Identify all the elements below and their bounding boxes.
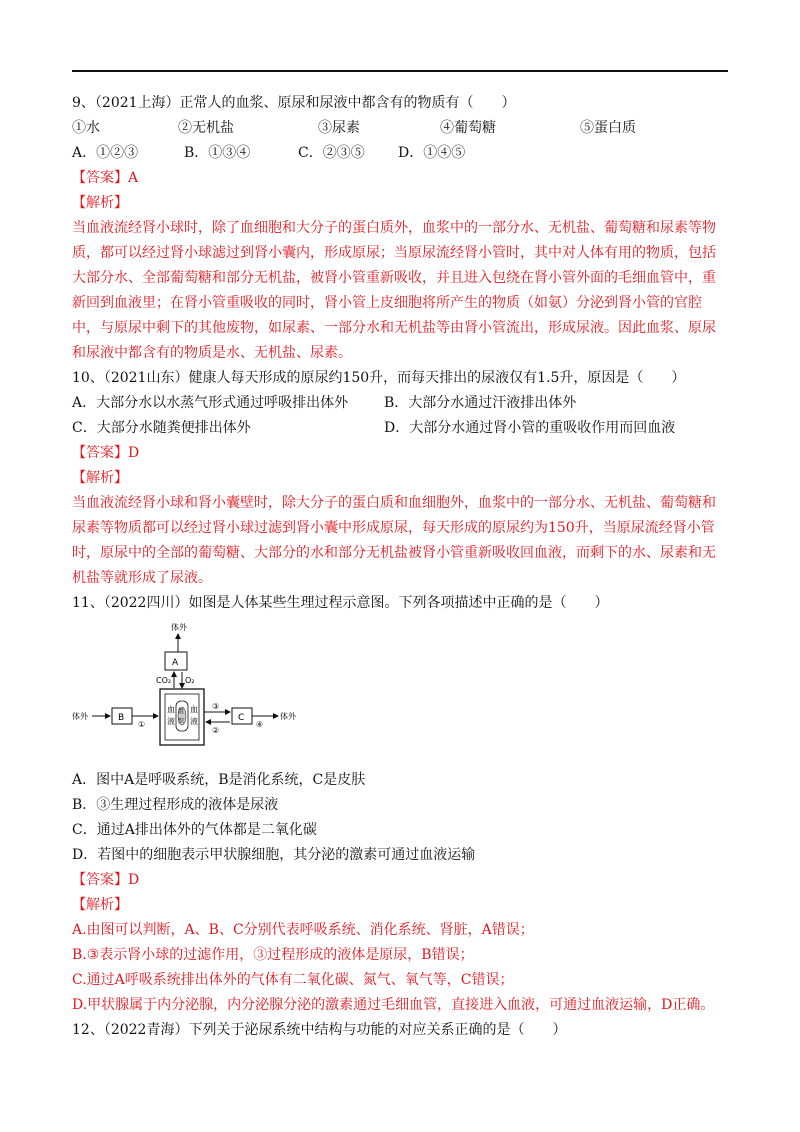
- q10-option-a: A．大部分水以水蒸气形式通过呼吸排出体外: [72, 395, 349, 411]
- q11-stem: 11、（2022四川）如图是人体某些生理过程示意图。下列各项描述中正确的是（ ）: [72, 595, 609, 611]
- q9-options: [72, 142, 732, 165]
- label-blood-right-2: 液: [190, 717, 198, 726]
- q9-analysis-line: 和尿液中都含有的物质是水、无机盐、尿素。: [72, 345, 352, 361]
- q9-item-4: ④葡萄糖: [440, 120, 496, 136]
- label-n2: ②: [212, 726, 220, 735]
- q9-analysis-line: 质，都可以经过肾小球滤过到肾小囊内，形成原尿；当原尿流经肾小管时，其中对人体有用的物质，包括: [72, 245, 716, 261]
- q10-option-c: C．大部分水随粪便排出体外: [72, 420, 251, 436]
- label-outside-right: 体外: [280, 712, 296, 721]
- box-a-label: A: [172, 658, 179, 668]
- q9-option-a: A．①②③: [72, 145, 139, 161]
- label-co2: CO₂: [156, 676, 172, 685]
- q11-analysis-line: A.由图可以判断，A、B、C分别代表呼吸系统、消化系统、肾脏，A错误；: [72, 922, 534, 938]
- q11-analysis-title: 【解析】: [72, 897, 128, 913]
- q11-option-c: C．通过A排出体外的气体都是二氧化碳: [72, 822, 317, 838]
- q9-analysis-line: 中，与原尿中剩下的其他废物，如尿素、一部分水和无机盐等由肾小管流出，形成尿液。因此血浆、原尿: [72, 320, 716, 336]
- label-blood-left-1: 血: [167, 705, 175, 714]
- q9-answer: 【答案】A: [72, 170, 139, 186]
- label-n3: ③: [212, 702, 220, 711]
- q9-items: [72, 117, 732, 140]
- q9-option-b: B．①③④: [184, 145, 251, 161]
- box-b-label: B: [118, 713, 125, 723]
- q9-analysis-title: 【解析】: [72, 195, 128, 211]
- q9-item-5: ⑤蛋白质: [580, 120, 636, 136]
- label-blood-left-2: 液: [167, 717, 175, 726]
- q9-item-3: ③尿素: [318, 120, 360, 136]
- q11-answer: 【答案】D: [72, 872, 140, 888]
- q11-option-a: A．图中A是呼吸系统，B是消化系统，C是皮肤: [72, 772, 366, 788]
- q9-option-c: C．②③⑤: [298, 145, 365, 161]
- q9-item-2: ②无机盐: [178, 120, 234, 136]
- label-outside-top: 体外: [171, 623, 187, 632]
- label-cell-1: 组: [178, 708, 185, 715]
- q11-analysis-line: B.③表示肾小球的过滤作用，③过程形成的液体是原尿，B错误；: [72, 947, 474, 963]
- box-c-label: C: [238, 713, 245, 723]
- q12-stem: 12、（2022青海）下列关于泌尿系统中结构与功能的对应关系正确的是（ ）: [72, 1022, 567, 1038]
- label-o2: O₂: [185, 676, 195, 685]
- label-n4: ④: [256, 720, 264, 729]
- q9-option-d: D．①④⑤: [398, 145, 466, 161]
- q10-option-d: D．大部分水通过肾小管的重吸收作用而回血液: [384, 420, 676, 436]
- q10-options-row1: [72, 392, 732, 415]
- q11-option-b: B．③生理过程形成的液体是尿液: [72, 797, 279, 813]
- q10-stem: 10、（2021山东）健康人每天形成的原尿约150升，而每天排出的尿液仅有1.5升，原因是（ ）: [72, 370, 686, 386]
- q10-analysis-title: 【解析】: [72, 470, 128, 486]
- header-rule: [72, 70, 728, 72]
- q9-stem: 9、（2021上海）正常人的血浆、原尿和尿液中都含有的物质有（ ）: [72, 95, 516, 111]
- q9-analysis-line: 当血液流经肾小球时，除了血细胞和大分子的蛋白质外，血浆中的一部分水、无机盐、葡萄糖和尿素等物: [72, 220, 716, 236]
- q10-options-row2: [72, 417, 732, 440]
- q10-answer: 【答案】D: [72, 445, 140, 461]
- q10-analysis-line: 时，原尿中的全部的葡萄糖、大部分的水和部分无机盐被肾小管重新吸收回血液，而剩下的水、尿素和无: [72, 545, 716, 561]
- q11-diagram: [72, 621, 332, 763]
- label-blood-right-1: 血: [190, 705, 198, 714]
- q10-analysis-line: 机盐等就形成了尿液。: [72, 570, 212, 586]
- physiology-diagram: [72, 621, 332, 763]
- q10-analysis-line: 尿素等物质都可以经过肾小球过滤到肾小囊中形成原尿，每天形成的原尿约为150升，当原尿流经肾小管: [72, 520, 715, 536]
- q9-analysis-line: 新回到血液里；在肾小管重吸收的同时，肾小管上皮细胞将所产生的物质（如氨）分泌到肾小管的官腔: [72, 295, 702, 311]
- q11-option-d: D．若图中的细胞表示甲状腺细胞，其分泌的激素可通过血液运输: [72, 847, 476, 863]
- q10-option-b: B．大部分水通过汗液排出体外: [384, 395, 577, 411]
- label-outside-left: 体外: [72, 712, 88, 721]
- label-n1: ①: [138, 720, 146, 729]
- page-content: [72, 92, 732, 1044]
- q11-analysis-line: D.甲状腺属于内分泌腺，内分泌腺分泌的激素通过毛细血管，直接进入血液，可通过血液运输，D正确。: [72, 997, 715, 1013]
- q10-analysis-line: 当血液流经肾小球和肾小囊壁时，除大分子的蛋白质和血细胞外，血浆中的一部分水、无机盐、葡萄糖和: [72, 495, 716, 511]
- q9-item-1: ①水: [72, 120, 100, 136]
- q9-analysis-line: 大部分水、全部葡萄糖和部分无机盐，被肾小管重新吸收，并且进入包绕在肾小管外面的毛细血管中，重: [72, 270, 716, 286]
- q11-analysis-line: C.通过A呼吸系统排出体外的气体有二氧化碳、氮气、氧气等，C错误；: [72, 972, 514, 988]
- label-cell-2: 织: [178, 718, 185, 725]
